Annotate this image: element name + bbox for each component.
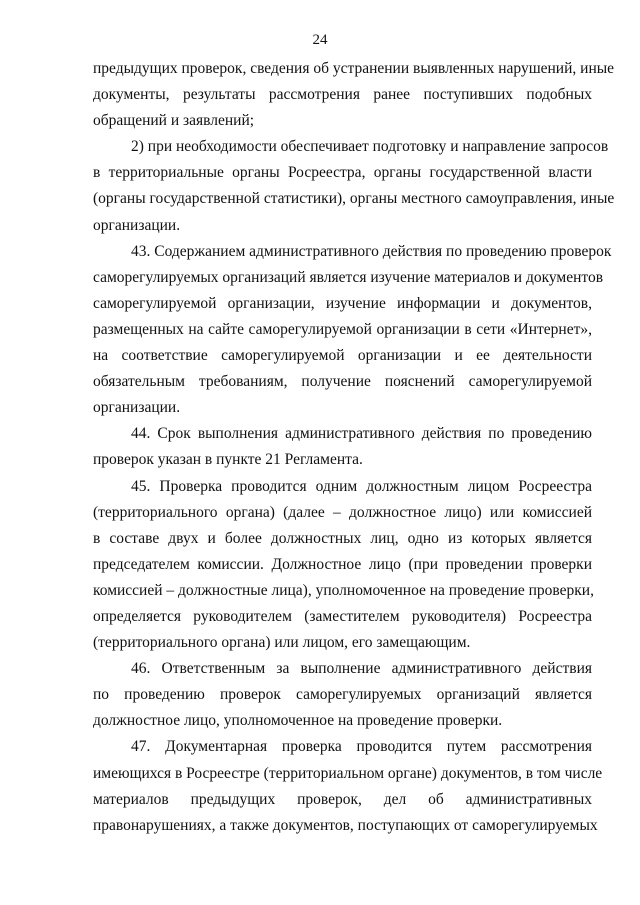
- text-line: 47. Документарная проверка проводится путем рассмотрения: [131, 738, 592, 756]
- text-line: на соответствие саморегулируемой организации и ее деятельности: [93, 347, 592, 365]
- text-line: организации.: [93, 399, 181, 417]
- text-line: председателем комиссии. Должностное лицо (при проведении проверки: [93, 555, 592, 573]
- text-line: по проведению проверок саморегулируемых организаций является: [93, 686, 592, 704]
- text-line: (территориального органа) или лицом, его замещающим.: [93, 634, 471, 652]
- text-line: должностное лицо, уполномоченное на проведение проверки.: [93, 712, 503, 730]
- text-line: комиссией – должностные лица), уполномоченное на проведение проверки,: [93, 581, 594, 599]
- text-line: (органы государственной статистики), органы местного самоуправления, иные: [93, 190, 615, 208]
- text-line: 44. Срок выполнения административного действия по проведению: [131, 425, 592, 443]
- text-line: 43. Содержанием административного действия по проведению проверок: [131, 242, 612, 260]
- text-line: саморегулируемых организаций является изучение материалов и документов: [93, 268, 604, 286]
- text-line: 45. Проверка проводится одним должностным лицом Росреестра: [131, 477, 592, 495]
- text-line: определяется руководителем (заместителем руководителя) Росреестра: [93, 607, 592, 625]
- text-line: размещенных на сайте саморегулируемой организации в сети «Интернет»,: [93, 320, 592, 338]
- text-line: в составе двух и более должностных лиц, одно из которых является: [93, 529, 592, 547]
- text-line: правонарушениях, а также документов, поступающих от саморегулируемых: [93, 816, 598, 834]
- text-line: 46. Ответственным за выполнение административного действия: [131, 660, 592, 678]
- text-line: материалов предыдущих проверок, дел об административных: [93, 790, 592, 808]
- text-line: саморегулируемой организации, изучение информации и документов,: [93, 294, 592, 312]
- text-line: предыдущих проверок, сведения об устранении выявленных нарушений, иные: [93, 60, 615, 77]
- text-line: в территориальные органы Росреестра, органы государственной власти: [93, 164, 592, 182]
- text-line: имеющихся в Росреестре (территориальном органе) документов, в том числе: [93, 764, 603, 782]
- text-line: проверок указан в пункте 21 Регламента.: [93, 451, 363, 469]
- text-line: организации.: [93, 216, 181, 234]
- text-line: обращений и заявлений;: [93, 112, 255, 130]
- text-line: 2) при необходимости обеспечивает подготовку и направление запросов: [131, 138, 609, 156]
- page-number: 24: [312, 32, 328, 48]
- text-line: обязательным требованиям, получение пояснений саморегулируемой: [93, 373, 592, 391]
- text-line: документы, результаты рассмотрения ранее поступивших подобных: [93, 86, 592, 104]
- document-body: [93, 56, 615, 839]
- text-line: (территориального органа) (далее – должностное лицо) или комиссией: [93, 503, 592, 521]
